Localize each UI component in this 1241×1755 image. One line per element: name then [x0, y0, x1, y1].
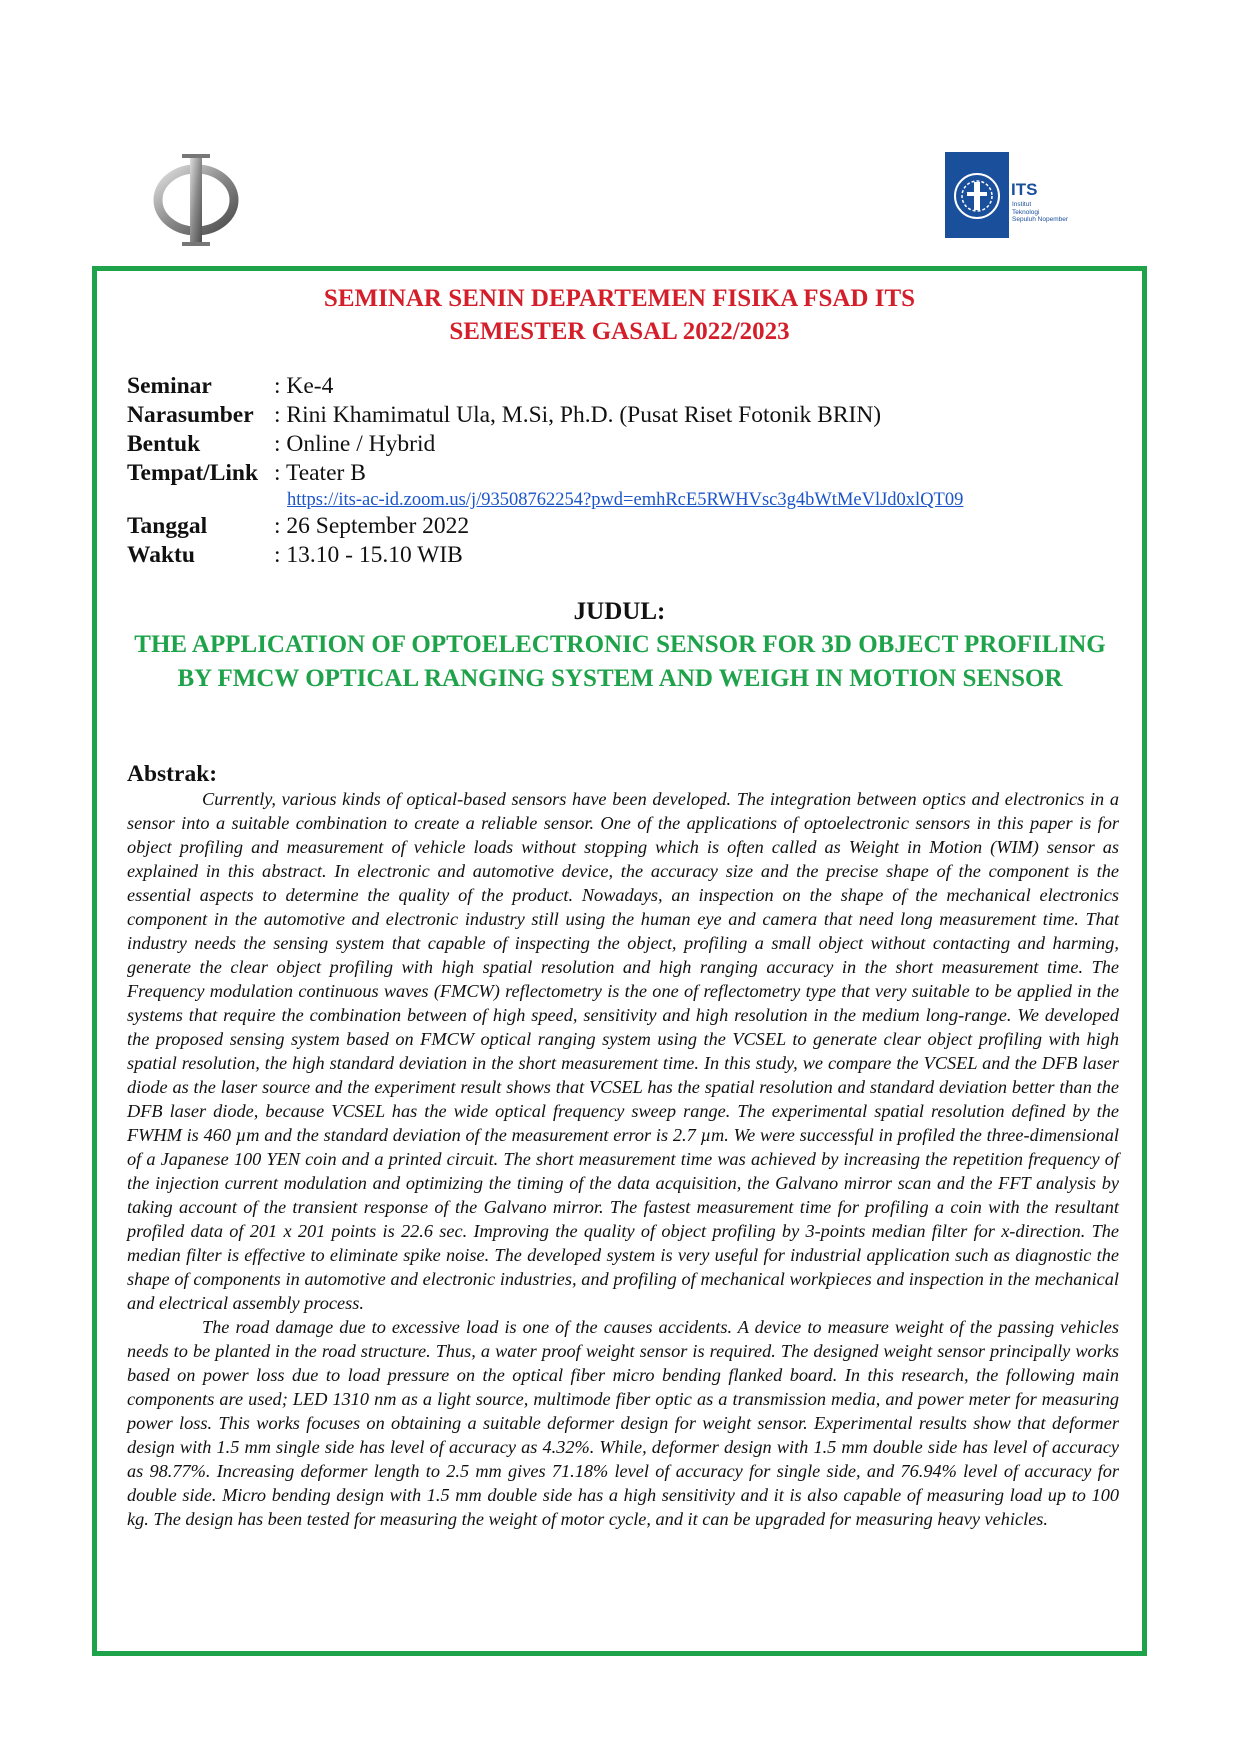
tempat-label: Tempat/Link: [127, 460, 259, 486]
its-emblem-icon: [945, 152, 1009, 238]
tanggal-label: Tanggal: [127, 513, 208, 539]
waktu-label: Waktu: [127, 542, 195, 568]
event-info: [127, 372, 1127, 570]
waktu-value: : 13.10 - 15.10 WIB: [274, 542, 463, 568]
header-line-2: SEMESTER GASAL 2022/2023: [449, 318, 790, 345]
info-row-tempat: [127, 459, 1127, 488]
abstract-paragraph-1: Currently, various kinds of optical-based sensors have been developed. The integration between optics and electronics in a sensor into a suitable combination to create a reliable sensor. One of the applications of optoelectronic sensors in this paper is for object profiling and measurement of vehicle loads without stopping which is often called as Weight in Motion (WIM) sensor as explained in this abstract. In electronic and automotive device, the accuracy size and the precise shape of the component is the essential aspects to determine the quality of the product. Nowadays, an inspection on the shape of the mechanical electronics component in the automotive and electronic industry still using the human eye and camera that need long measurement time. That industry needs the sensing system that capable of inspecting the object, profiling a small object without contacting and harming, generate the clear object profiling with high spatial resolution and high ranging accuracy in the short measurement time. The Frequency modulation continuous waves (FMCW) reflectometry is the one of reflectometry type that very suitable to be applied in the systems that require the combination between of high speed, sensitivity and high resolution in the medium long-range. We developed the proposed sensing system based on FMCW optical ranging system using the VCSEL to generate clear object profiling with high spatial resolution, the high standard deviation in the short measurement time. In this study, we compare the VCSEL and the DFB laser diode as the laser source and the experiment result shows that VCSEL has the spatial resolution and standard deviation better than the DFB laser diode, because VCSEL has the wide optical frequency sweep range. The experimental spatial resolution defined by the FWHM is 460 µm and the standard deviation of the measurement error is 2.7 µm. We were successful in profiled the three-dimensional of a Japanese 100 YEN coin and a printed circuit. The short measurement time was achieved by increasing the repetition frequency of the injection current modulation and optimizing the timing of the data acquisition, the Galvano mirror scan and the FFT analysis by taking account of the transient response of the Galvano mirror. The fastest measurement time for profiling a coin with the resultant profiled data of 201 x 201 points is 22.6 sec. Improving the quality of object profiling by 3-points median filter for x-direction. The median filter is effective to eliminate spike noise. The developed system is very useful for industrial application such as diagnostic the shape of components in automotive and electronic industries, and profiling of mechanical workpieces and inspection in the mechanical and electrical assembly process.: [127, 789, 1119, 1313]
narasumber-value: : Rini Khamimatul Ula, M.Si, Ph.D. (Pusat Riset Fotonik BRIN): [274, 402, 882, 428]
abstrak-label: Abstrak:: [127, 761, 218, 787]
judul-label: JUDUL:: [573, 598, 666, 625]
info-row-narasumber: [127, 401, 1127, 430]
bentuk-label: Bentuk: [127, 431, 201, 457]
abstract-paragraph-2: The road damage due to excessive load is one of the causes accidents. A device to measure weight of the passing vehicles needs to be planted in the road structure. Thus, a water proof weight sensor is required. The designed weight sensor principally works based on power loss due to load pressure on the optical fiber micro bending flanked board. In this research, the following main components are used; LED 1310 nm as a light source, multimode fiber optic as a transmission media, and power meter for measuring power loss. This works focuses on obtaining a suitable deformer design for weight sensor. Experimental results show that deformer design with 1.5 mm single side has level of accuracy as 4.32%. While, deformer design with 1.5 mm double side has level of accuracy as 98.77%. Increasing deformer length to 2.5 mm gives 71.18% level of accuracy for single side, and 76.94% level of accuracy for double side. Micro bending design with 1.5 mm double side has a high sensitivity and it is also capable of measuring load up to 100 kg. The design has been tested for measuring the weight of motor cycle, and it can be upgraded for measuring heavy vehicles.: [127, 1317, 1119, 1529]
info-row-link: [127, 488, 1127, 512]
its-logo: [945, 152, 1085, 240]
bentuk-value: : Online / Hybrid: [274, 431, 436, 457]
seminar-header: [92, 282, 1147, 348]
tanggal-value: : 26 September 2022: [274, 513, 470, 539]
its-subtitle: Institut Teknologi Sepuluh Nopember: [1012, 201, 1069, 223]
info-row-seminar: [127, 372, 1127, 401]
tempat-value: : Teater B: [274, 460, 366, 486]
abstract-body: [127, 787, 1119, 1531]
zoom-link[interactable]: https://its-ac-id.zoom.us/j/93508762254?pwd=emhRcE5RWHVsc3g4bWtMeVlJd0xlQT09: [287, 490, 964, 510]
info-row-tanggal: [127, 512, 1127, 541]
phi-logo: [146, 150, 246, 250]
its-wordmark: ITS: [1011, 180, 1038, 199]
info-row-waktu: [127, 541, 1127, 570]
seminar-value: : Ke-4: [274, 373, 334, 399]
narasumber-label: Narasumber: [127, 402, 254, 428]
info-row-bentuk: [127, 430, 1127, 459]
header-line-1: SEMINAR SENIN DEPARTEMEN FISIKA FSAD ITS: [323, 285, 916, 312]
talk-title: THE APPLICATION OF OPTOELECTRONIC SENSOR FOR 3D OBJECT PROFILING BY FMCW OPTICAL RANGING SYSTEM AND WEIGH IN MOTION SENSOR: [134, 631, 1106, 692]
seminar-label: Seminar: [127, 373, 212, 399]
